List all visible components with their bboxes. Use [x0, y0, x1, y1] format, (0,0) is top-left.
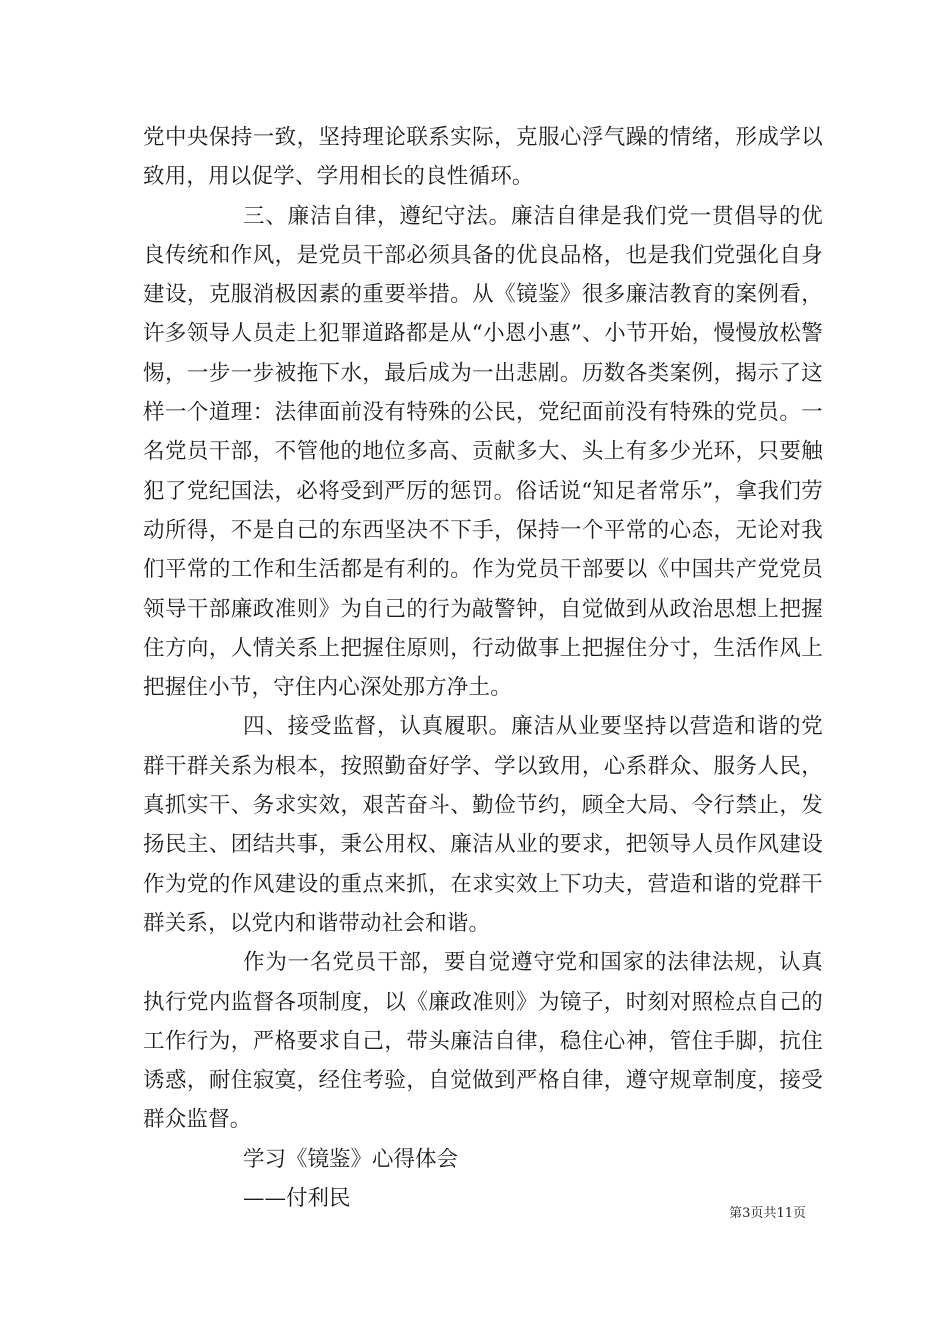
paragraph-continuation: 党中央保持一致，坚持理论联系实际，克服心浮气躁的情绪，形成学以致用，用以促学、学用相长的良性循环。 [143, 125, 823, 190]
paragraph-section-three: 三、廉洁自律，遵纪守法。廉洁自律是我们党一贯倡导的优良传统和作风，是党员干部必须具备的优良品格，也是我们党强化自身建设，克服消极因素的重要举措。从《镜鉴》很多廉洁教育的案例看，许多领导人员走上犯罪道路都是从“小恩小惠”、小节开始，慢慢放松警惕，一步一步被拖下水，最后成为一出悲剧。历数各类案例，揭示了这样一个道理：法律面前没有特殊的公民，党纪面前没有特殊的党员。一名党员干部，不管他的地位多高、贡献多大、头上有多少光环，只要触犯了党纪国法，必将受到严厉的惩罚。俗话说“知足者常乐”，拿我们劳动所得，不是自己的东西坚决不下手，保持一个平常的心态，无论对我们平常的工作和生活都是有利的。作为党员干部要以《中国共产党党员领导干部廉政准则》为自己的行为敲警钟，自觉做到从政治思想上把握住方向，人情关系上把握住原则，行动做事上把握住分寸，生活作风上把握住小节，守住内心深处那方净土。 [143, 203, 823, 701]
paragraph-conclusion: 作为一名党员干部，要自觉遵守党和国家的法律法规，认真执行党内监督各项制度，以《廉政准则》为镜子，时刻对照检点自己的工作行为，严格要求自己，带头廉洁自律，稳住心神，管住手脚，抗住诱惑，耐住寂寞，经住考验，自觉做到严格自律，遵守规章制度，接受群众监督。 [143, 950, 823, 1133]
essay-title: 学习《镜鉴》心得体会 [243, 1146, 459, 1172]
page-number: 第3页共11页 [729, 1206, 806, 1221]
paragraph-section-four: 四、接受监督，认真履职。廉洁从业要坚持以营造和谐的党群干群关系为根本，按照勤奋好学、学以致用，心系群众、服务人民，真抓实干、务求实效，艰苦奋斗、勤俭节约，顾全大局、令行禁止，发扬民主、团结共事，秉公用权、廉洁从业的要求，把领导人员作风建设作为党的作风建设的重点来抓，在求实效上下功夫，营造和谐的党群干群关系，以党内和谐带动社会和谐。 [143, 714, 823, 936]
essay-author: ——付利民 [243, 1186, 351, 1212]
document-body [143, 118, 823, 1218]
